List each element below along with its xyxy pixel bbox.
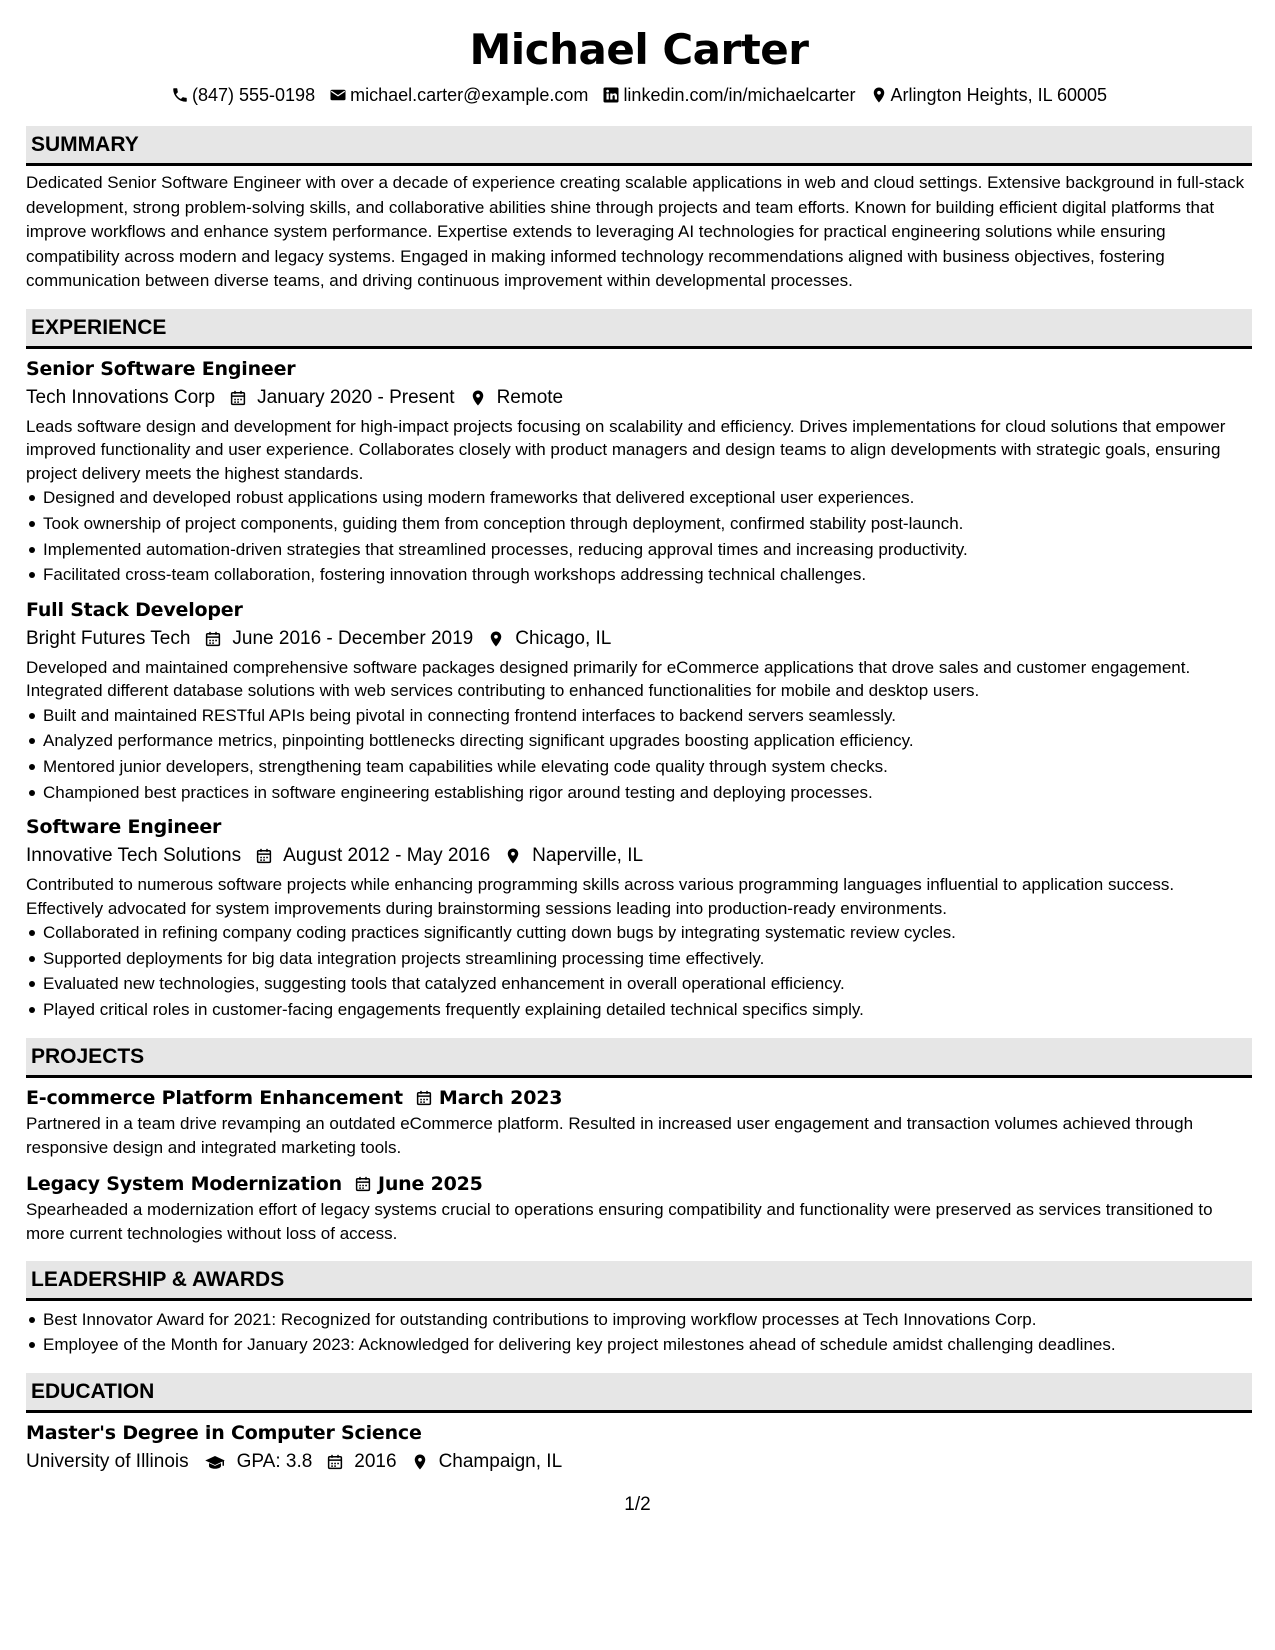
job-dates: August 2012 - May 2016: [283, 845, 491, 867]
linkedin-text: linkedin.com/in/michaelcarter: [623, 85, 856, 105]
list-item: Best Innovator Award for 2021: Recognized for outstanding contributions to improving workflow processes at Tech Innovations Corp.: [26, 1307, 1252, 1333]
calendar-icon: [204, 630, 222, 648]
project-title-row: [26, 1171, 1252, 1197]
list-item: Played critical roles in customer-facing engagements frequently explaining detailed technical specifics simply.: [26, 997, 1252, 1023]
summary-heading: SUMMARY: [26, 126, 1252, 166]
project-date: June 2025: [377, 1172, 483, 1195]
contact-linkedin[interactable]: [602, 83, 855, 107]
list-item: Designed and developed robust applications using modern frameworks that delivered exceptional user experiences.: [26, 485, 1252, 511]
summary-text: Dedicated Senior Software Engineer with over a decade of experience creating scalable applications in web and cloud settings. Extensive background in full-stack development, strong problem-solving skills, and collaborative abilities shine through projects and team efforts. Known for building efficient digital platforms that improve workflows and enhance system performance. Expertise extends to leveraging AI technologies for practical engineering solutions while ensuring compatibility across modern and legacy systems. Engaged in making informed technology recommendations aligned with business objectives, fostering communication between diverse teams, and driving continuous improvement within developmental processes.: [26, 173, 1245, 291]
map-marker-icon: [411, 1453, 429, 1471]
calendar-icon: [354, 1175, 372, 1193]
project-title: Legacy System Modernization: [26, 1172, 342, 1195]
school-location: Champaign, IL: [438, 1450, 563, 1472]
calendar-icon: [255, 847, 273, 865]
list-item: Supported deployments for big data integration projects streamlining processing time effectively.: [26, 946, 1252, 972]
job-entry: [26, 814, 1252, 1022]
phone-text: (847) 555-0198: [191, 85, 316, 105]
candidate-name: Michael Carter: [469, 25, 809, 74]
list-item: Analyzed performance metrics, pinpointing bottlenecks directing significant upgrades boosting application efficiency.: [26, 728, 1252, 754]
job-location: Chicago, IL: [515, 627, 612, 649]
company-name: Innovative Tech Solutions: [26, 845, 242, 867]
job-entry: [26, 356, 1252, 588]
calendar-icon: [229, 389, 247, 407]
job-description: Leads software design and development for high-impact projects focusing on scalability and efficiency. Drives implementations for cloud solutions that empower improved functionality and user experience. Collaborates closely with product managers and design teams to align developments with strategic goals, ensuring project delivery meets the highest standards.: [26, 416, 1226, 483]
leadership-heading: LEADERSHIP & AWARDS: [26, 1261, 1252, 1301]
project-description: Partnered in a team drive revamping an outdated eCommerce platform. Resulted in increased user engagement and transaction volumes achieved through responsive design and integrated marketing tools.: [26, 1113, 1194, 1157]
job-bullets: [26, 485, 1252, 587]
job-meta: [26, 624, 1252, 654]
job-bullets: [26, 703, 1252, 805]
contact-phone: [171, 83, 315, 107]
calendar-icon: [415, 1089, 433, 1107]
phone-icon: [171, 86, 189, 104]
map-marker-icon: [469, 389, 487, 407]
job-meta: [26, 383, 1252, 413]
project-title-row: [26, 1085, 1252, 1111]
education-entry: [26, 1420, 1252, 1477]
gpa-text: GPA: 3.8: [236, 1450, 313, 1472]
company-name: Tech Innovations Corp: [26, 386, 216, 408]
job-description: Contributed to numerous software projects while enhancing programming skills across various programming languages influential to application success. Effectively advocated for system improvements during brainstorming sessions leading into production-ready environments.: [26, 875, 1175, 918]
degree-title: Master's Degree in Computer Science: [26, 1421, 422, 1444]
linkedin-icon: [602, 86, 620, 104]
contact-email[interactable]: [329, 83, 588, 107]
list-item: Evaluated new technologies, suggesting tools that catalyzed enhancement in overall operational efficiency.: [26, 971, 1252, 997]
project-entry: [26, 1171, 1252, 1246]
map-marker-icon: [504, 847, 522, 865]
job-entry: [26, 597, 1252, 805]
job-dates: January 2020 - Present: [257, 386, 455, 408]
contact-location: [870, 83, 1107, 107]
list-item: Implemented automation-driven strategies that streamlined processes, reducing approval times and increasing productivity.: [26, 537, 1252, 563]
location-text: Arlington Heights, IL 60005: [890, 85, 1108, 105]
job-location: Naperville, IL: [532, 845, 644, 867]
project-entry: [26, 1085, 1252, 1160]
map-marker-icon: [487, 630, 505, 648]
list-item: Employee of the Month for January 2023: Acknowledged for delivering key project milestones ahead of schedule amidst challenging deadlines.: [26, 1332, 1252, 1358]
list-item: Facilitated cross-team collaboration, fostering innovation through workshops addressing technical challenges.: [26, 562, 1252, 588]
page-number: 1/2: [624, 1494, 651, 1515]
school-name: University of Illinois: [26, 1450, 189, 1472]
company-name: Bright Futures Tech: [26, 627, 191, 649]
calendar-icon: [326, 1453, 344, 1471]
leadership-list: [26, 1307, 1252, 1358]
list-item: Took ownership of project components, guiding them from conception through deployment, confirmed stability post-launch.: [26, 511, 1252, 537]
list-item: Collaborated in refining company coding practices significantly cutting down bugs by integrating systematic review cycles.: [26, 920, 1252, 946]
projects-heading: PROJECTS: [26, 1038, 1252, 1078]
email-text: michael.carter@example.com: [350, 85, 589, 105]
resume-page: [26, 0, 1252, 1477]
job-title: Full Stack Developer: [26, 598, 243, 621]
project-date: March 2023: [438, 1086, 563, 1109]
list-item: Mentored junior developers, strengthening team capabilities while elevating code quality through system checks.: [26, 754, 1252, 780]
list-item: Built and maintained RESTful APIs being pivotal in connecting frontend interfaces to backend servers seamlessly.: [26, 703, 1252, 729]
job-title: Senior Software Engineer: [26, 357, 296, 380]
job-meta: [26, 841, 1252, 871]
job-description: Developed and maintained comprehensive software packages designed primarily for eCommerce applications that drove sales and customer engagement. Integrated different database solutions with web services contributing to enhanced functionalities for mobile and desktop users.: [26, 657, 1191, 701]
job-bullets: [26, 920, 1252, 1022]
job-dates: June 2016 - December 2019: [232, 627, 474, 649]
map-marker-icon: [870, 86, 888, 104]
project-description: Spearheaded a modernization effort of legacy systems crucial to operations ensuring compatibility and functionality were preserved as services transitioned to more current technologies without loss of access.: [26, 1199, 1213, 1243]
graduation-cap-icon: [203, 1453, 227, 1471]
education-meta: [26, 1447, 1252, 1477]
job-title: Software Engineer: [26, 816, 222, 839]
experience-heading: EXPERIENCE: [26, 309, 1252, 349]
graduation-year: 2016: [354, 1450, 397, 1472]
envelope-icon: [329, 86, 347, 104]
project-title: E-commerce Platform Enhancement: [26, 1086, 403, 1109]
job-location: Remote: [496, 386, 564, 408]
list-item: Championed best practices in software engineering establishing rigor around testing and deploying processes.: [26, 780, 1252, 806]
education-heading: EDUCATION: [26, 1373, 1252, 1413]
contact-bar: [26, 83, 1252, 107]
